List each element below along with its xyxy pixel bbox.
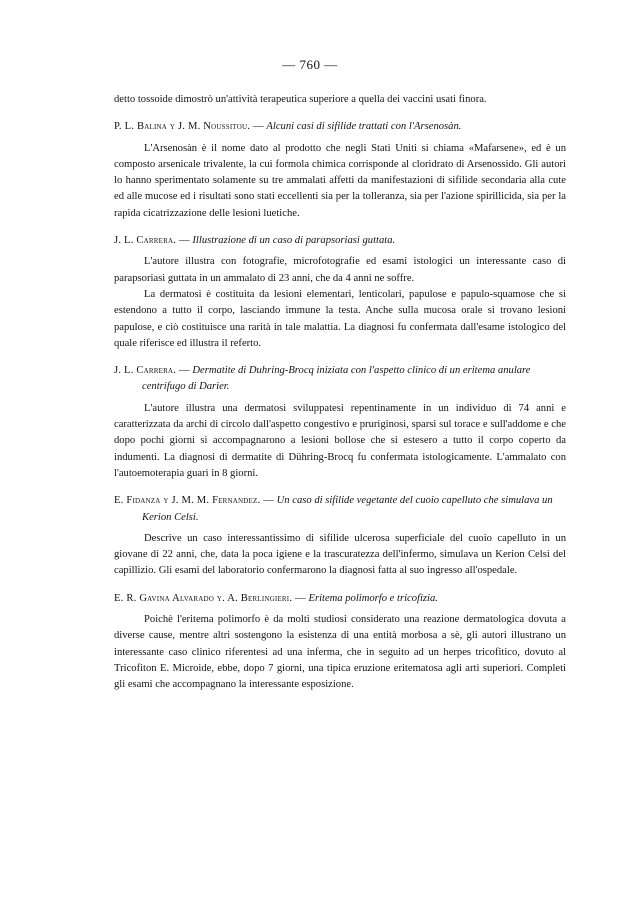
entry-authors: E. Fidanza y J. M. M. Fernandez. — [114,495,274,507]
abstract-entry [114,363,566,482]
abstract-entry [114,591,566,694]
entry-paragraph: L'Arsenosàn è il nome dato al prodotto che negli Stati Uniti si chiama «Mafarsene», ed è un composto arsenicale trivalente, la cui formola chimica corrisponde al cloridrato di Arsenossido. Gli autori lo hanno sperimentato solamente su tre ammalati affetti da manifestazioni di sifilide secondaria alla cute ed alle mucose ed i risultati sono stati eccellenti sia per la tolleranza, sia per l'azione spirillicida, sia per la rapida cicatrizzazione delle lesioni luetiche. [114,142,566,219]
entry-heading [114,493,566,526]
entry-heading [114,119,566,135]
entry-paragraph: L'autore illustra una dermatosi sviluppatesi repentinamente in un individuo di 74 anni e caratterizzata da archi di circolo dall'aspetto congestivo e pruriginosi, sparsi sul torace e sull'addome e che dopo pochi giorni si accompagnarono a lesioni bollose che si estesero a tutto il corpo coperto da indumenti. La diagnosi di dermatite di Dühring-Brocq fu confermata istologicamente. L'ammalato con l'autoemoterapia guarì in 8 giorni. [114,402,566,479]
entry-paragraph: L'autore illustra con fotografie, microfotografie ed esami istologici un interessante caso di parapsoriasi guttata in un ammalato di 23 anni, che da 4 anni ne soffre. [114,256,566,284]
entry-title: Alcuni casi di sifilide trattati con l'Arsenosàn. [266,121,462,133]
entry-heading [114,591,566,607]
entry-title: Illustrazione di un caso di parapsoriasi guttata. [192,235,396,247]
entry-authors: J. L. Carrera. — [114,235,190,247]
abstract-entry [114,233,566,352]
intro-paragraph: detto tossoide dimostrò un'attività terapeutica superiore a quella dei vaccini usati finora. [114,94,487,105]
entry-paragraph: Descrive un caso interessantissimo di sifilide ulcerosa superficiale del cuoio capelluto in un giovane di 22 anni, che, data la poca igiene e la trascuratezza dell'infermo, simulava un Kerion Celsi del capillizio. Gli esami del laboratorio confermarono la diagnosi fatta al suo ingresso all'ospedale. [114,532,566,577]
entry-authors: J. L. Carrera. — [114,365,190,377]
abstract-entry [114,493,566,579]
entry-paragraph: Poichè l'eritema polimorfo è da molti studiosi considerato una reazione dermatologica dovuta a diverse cause, mentre altri sostengono la esistenza di una entità morbosa a sè, gli autori illustrano un interessante caso clinico riferentesi ad una inferma, che in seguito ad un herpes tricofitico, dovuto al Tricofiton E. Microide, ebbe, dopo 7 giorni, una tipica eruzione eritematosa agli arti superiori. Completi gli esami che accompagnano la interessante esposizione. [114,614,566,691]
page-number: — 760 — [282,57,338,72]
entry-authors: E. R. Gavina Alvarado y. A. Berlingieri. — [114,592,306,604]
entry-heading [114,233,566,249]
entry-title: Eritema polimorfo e tricofizia. [308,592,438,604]
entry-authors: P. L. Balina y J. M. Noussitou. — [114,121,264,133]
entry-title: Dermatite di Duhring-Brocq iniziata con l'aspetto clinico di un eritema anulare centrifugo di Darier. [142,365,531,393]
page-body [114,92,566,694]
entry-heading [114,363,566,396]
abstract-entry [114,119,566,222]
entry-paragraph: La dermatosi è costituita da lesioni elementari, lenticolari, papulose e papulo-squamose che si estendono a tutto il corpo, lasciando immune la testa. Anche sulla mucosa orale si trovano lesioni papulose, e ciò costituisce una rarità in tale malattia. La diagnosi fu confermata dall'esame istologico del quale riferisce ed illustra il referto. [114,288,566,349]
entry-title: Un caso di sifilide vegetante del cuoio capelluto che simulava un Kerion Celsi. [142,495,553,523]
